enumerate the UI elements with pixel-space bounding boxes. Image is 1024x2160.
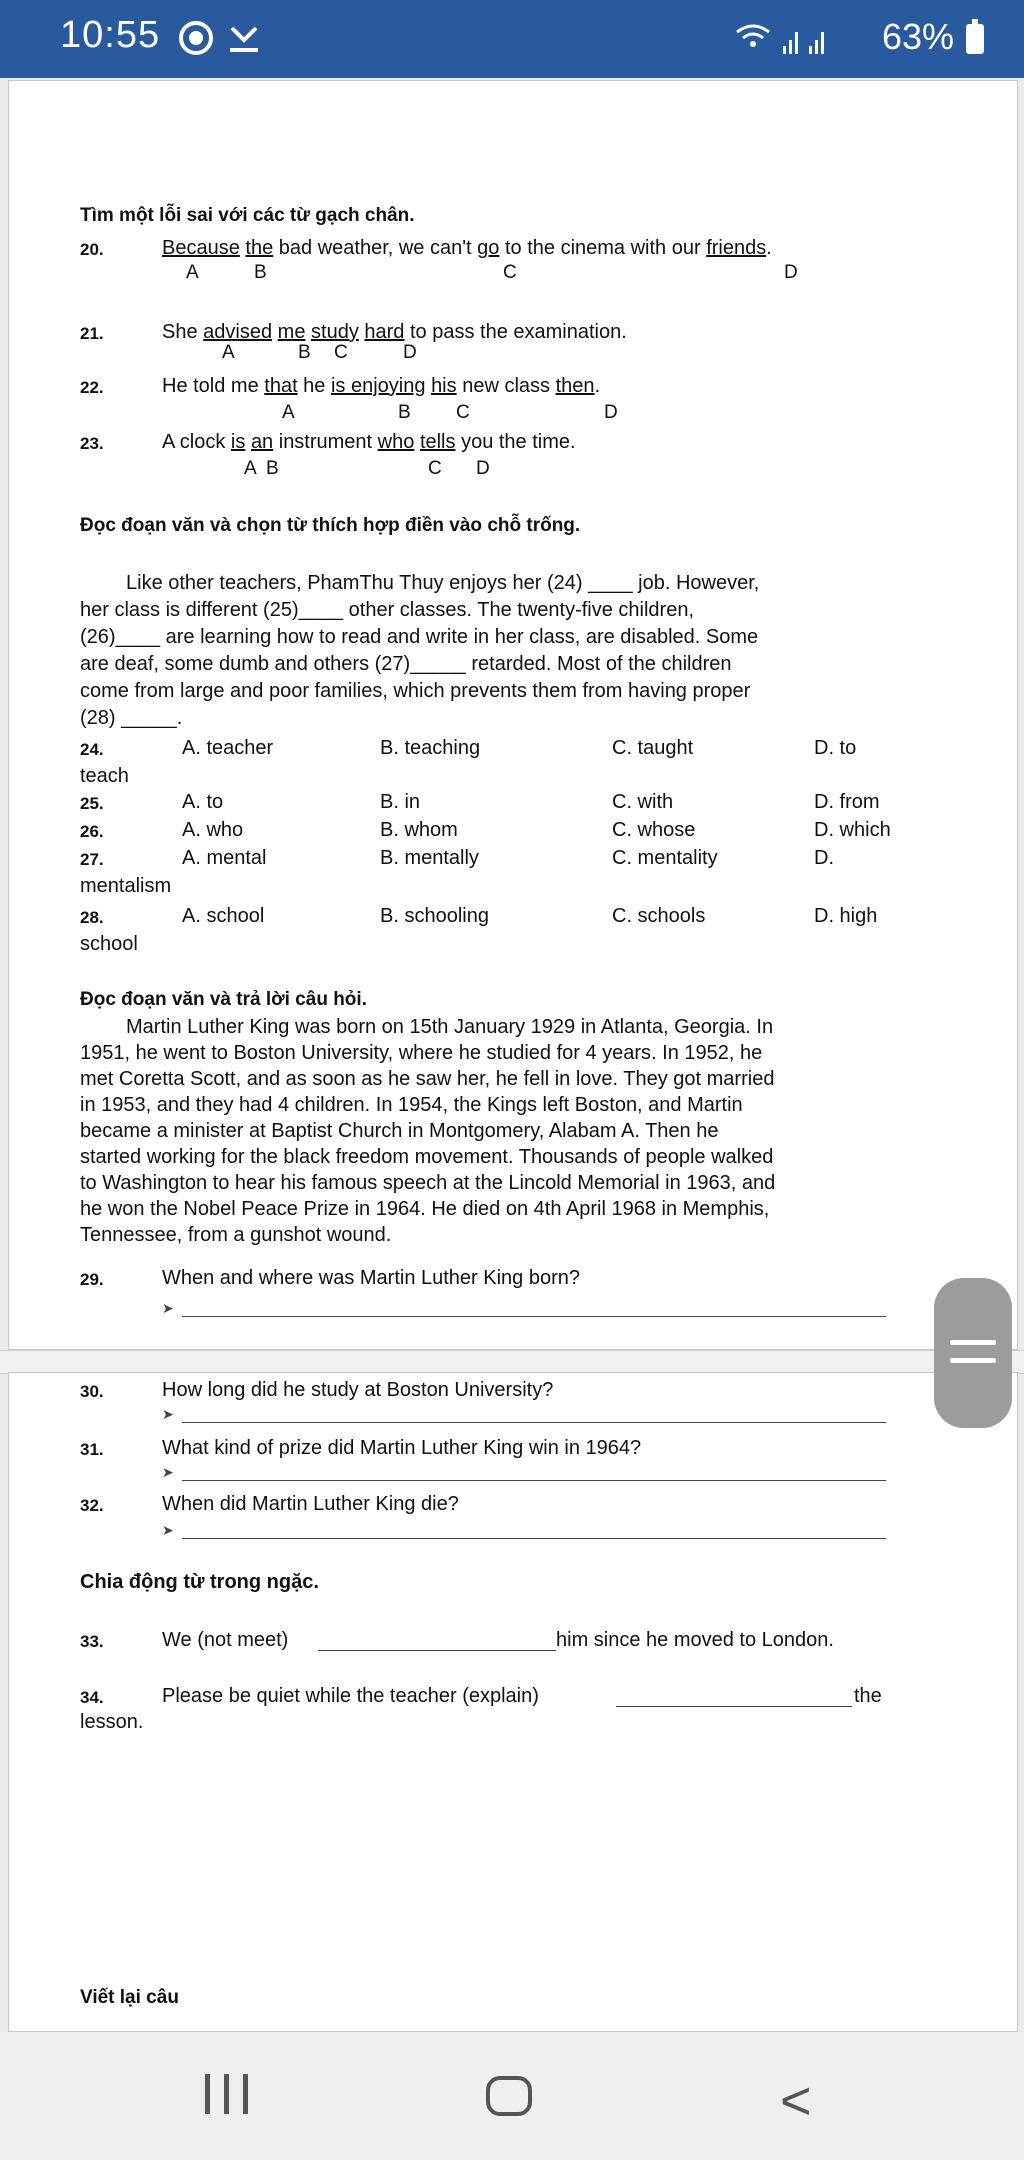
option-d[interactable]: D. to [814, 737, 857, 759]
q34-number: 34. [80, 1688, 104, 1707]
reading-line: in 1953, and they had 4 children. In 1954, the Kings left Boston, and Martin [80, 1094, 743, 1116]
option-number: 24. [80, 740, 104, 759]
option-a[interactable]: A. teacher [182, 737, 274, 759]
q23-number: 23. [80, 434, 104, 453]
option-a[interactable]: A. mental [182, 847, 267, 869]
q21-text: She advised me study hard to pass the examination. [162, 321, 627, 343]
cloze-line: are deaf, some dumb and others (27)_____ retarded. Most of the children [80, 653, 732, 675]
q34-answer-line[interactable] [616, 1706, 852, 1707]
option-number: 27. [80, 850, 104, 869]
q20-label-c: C [503, 262, 517, 283]
q23-label-a: A [244, 458, 257, 479]
wifi-signal-icon [735, 22, 845, 56]
q20-label-a: A [186, 262, 199, 283]
option-b[interactable]: B. teaching [380, 737, 481, 759]
q22-label-d: D [604, 402, 618, 423]
q30-text: How long did he study at Boston University? [162, 1379, 554, 1401]
q34-text-end: the [854, 1685, 882, 1707]
q21-label-b: B [298, 342, 311, 363]
option-wrap: mentalism [80, 875, 172, 897]
download-done-icon [228, 22, 260, 56]
cloze-line: (28) _____. [80, 707, 183, 729]
option-wrap: school [80, 933, 138, 955]
q20-text: Because the bad weather, we can't go to the cinema with our friends. [162, 237, 772, 259]
q32-answer-line[interactable] [182, 1538, 886, 1539]
option-d[interactable]: D. which [814, 819, 891, 841]
option-a[interactable]: A. school [182, 905, 265, 927]
section-heading-cloze: Đọc đoạn văn và chọn từ thích hợp điền vào chỗ trống. [80, 515, 581, 536]
option-a[interactable]: A. who [182, 819, 244, 841]
cloze-line: Like other teachers, PhamThu Thuy enjoys her (24) ____ job. However, [126, 572, 760, 594]
answer-arrow-icon: ➤ [162, 1300, 174, 1316]
option-d[interactable]: D. from [814, 791, 880, 813]
option-c[interactable]: C. mentality [612, 847, 718, 869]
option-d[interactable]: D. high [814, 905, 878, 927]
section-heading-reading: Đọc đoạn văn và trả lời câu hỏi. [80, 989, 367, 1010]
q20-u3: go [477, 237, 500, 259]
section-heading-rewrite: Viết lại câu [80, 1987, 179, 2008]
section-heading-error: Tìm một lỗi sai với các từ gạch chân. [80, 205, 415, 226]
cloze-line: her class is different (25)____ other classes. The twenty-five children, [80, 599, 695, 621]
battery-percent: 63% [881, 16, 954, 57]
answer-arrow-icon: ➤ [162, 1406, 174, 1422]
q22-label-c: C [456, 402, 470, 423]
option-b[interactable]: B. whom [380, 819, 458, 841]
q21-label-d: D [403, 342, 417, 363]
q32-number: 32. [80, 1496, 104, 1515]
scroll-handle[interactable] [934, 1278, 1012, 1428]
cloze-passage [80, 570, 896, 732]
option-b[interactable]: B. mentally [380, 847, 479, 869]
q31-answer-line[interactable] [182, 1480, 886, 1481]
reading-line: Tennessee, from a gunshot wound. [80, 1224, 392, 1246]
q20-u1: Because [162, 237, 240, 259]
answer-arrow-icon: ➤ [162, 1464, 174, 1480]
q30-answer-line[interactable] [182, 1422, 886, 1423]
reading-line: Martin Luther King was born on 15th January 1929 in Atlanta, Georgia. In [126, 1016, 774, 1038]
q20-number: 20. [80, 240, 104, 259]
back-icon[interactable]: < [780, 2071, 812, 2131]
option-c[interactable]: C. with [612, 791, 674, 813]
status-time: 10:55 [60, 14, 161, 56]
page-break [0, 1350, 1024, 1374]
reading-line: started working for the black freedom movement. Thousands of people walked [80, 1146, 774, 1168]
reading-line: met Coretta Scott, and as soon as he saw her, he fell in love. They got married [80, 1068, 775, 1090]
q23-label-d: D [476, 458, 490, 479]
option-number: 28. [80, 908, 104, 927]
q31-text: What kind of prize did Martin Luther King win in 1964? [162, 1437, 642, 1459]
reading-line: to Washington to hear his famous speech at the Lincold Memorial in 1963, and [80, 1172, 776, 1194]
q23-label-b: B [266, 458, 279, 479]
reading-line: he won the Nobel Peace Prize in 1964. He died on 4th April 1968 in Memphis, [80, 1198, 770, 1220]
q20-u4: friends [706, 237, 767, 259]
q20-u2: the [245, 237, 274, 259]
q33-text-end: him since he moved to London. [556, 1629, 834, 1651]
q23-label-c: C [428, 458, 442, 479]
q29-number: 29. [80, 1270, 104, 1289]
option-b[interactable]: B. in [380, 791, 421, 813]
option-c[interactable]: C. schools [612, 905, 706, 927]
recent-apps-icon[interactable] [205, 2074, 262, 2119]
reading-passage [80, 1014, 896, 1248]
q33-answer-line[interactable] [318, 1650, 556, 1651]
cloze-line: come from large and poor families, which prevents them from having proper [80, 680, 751, 702]
q23-text: A clock is an instrument who tells you the time. [162, 431, 576, 453]
cloze-line: (26)____ are learning how to read and write in her class, are disabled. Some [80, 626, 759, 648]
q34-text-wrap: lesson. [80, 1711, 144, 1733]
q22-number: 22. [80, 378, 104, 397]
option-number: 26. [80, 822, 104, 841]
q31-number: 31. [80, 1440, 104, 1459]
q21-number: 21. [80, 324, 104, 343]
option-a[interactable]: A. to [182, 791, 224, 813]
reading-line: became a minister at Baptist Church in Montgomery, Alabam A. Then he [80, 1120, 719, 1142]
recording-icon [178, 20, 214, 56]
q21-label-a: A [222, 342, 235, 363]
q22-text: He told me that he is enjoying his new class then. [162, 375, 601, 397]
q30-number: 30. [80, 1382, 104, 1401]
section-heading-verbs: Chia động từ trong ngặc. [80, 1571, 319, 1593]
option-wrap: teach [80, 765, 129, 787]
q21-label-c: C [334, 342, 348, 363]
q29-text: When and where was Martin Luther King born? [162, 1267, 581, 1289]
q32-text: When did Martin Luther King die? [162, 1493, 459, 1515]
option-c[interactable]: C. whose [612, 819, 696, 841]
option-d[interactable]: D. [814, 847, 834, 869]
option-c[interactable]: C. taught [612, 737, 694, 759]
option-number: 25. [80, 794, 104, 813]
navigation-bar [0, 2032, 1024, 2160]
q20-label-d: D [784, 262, 798, 283]
q22-label-b: B [398, 402, 411, 423]
q20-label-b: B [254, 262, 267, 283]
q22-label-a: A [282, 402, 295, 423]
answer-arrow-icon: ➤ [162, 1522, 174, 1538]
q33-text: We (not meet) [162, 1629, 289, 1651]
battery-icon [966, 24, 984, 54]
home-icon[interactable] [486, 2076, 532, 2116]
q34-text: Please be quiet while the teacher (explain) [162, 1685, 539, 1707]
reading-line: 1951, he went to Boston University, where he studied for 4 years. In 1952, he [80, 1042, 763, 1064]
q29-answer-line[interactable] [182, 1316, 886, 1317]
status-bar [0, 0, 1024, 78]
option-b[interactable]: B. schooling [380, 905, 489, 927]
q33-number: 33. [80, 1632, 104, 1651]
